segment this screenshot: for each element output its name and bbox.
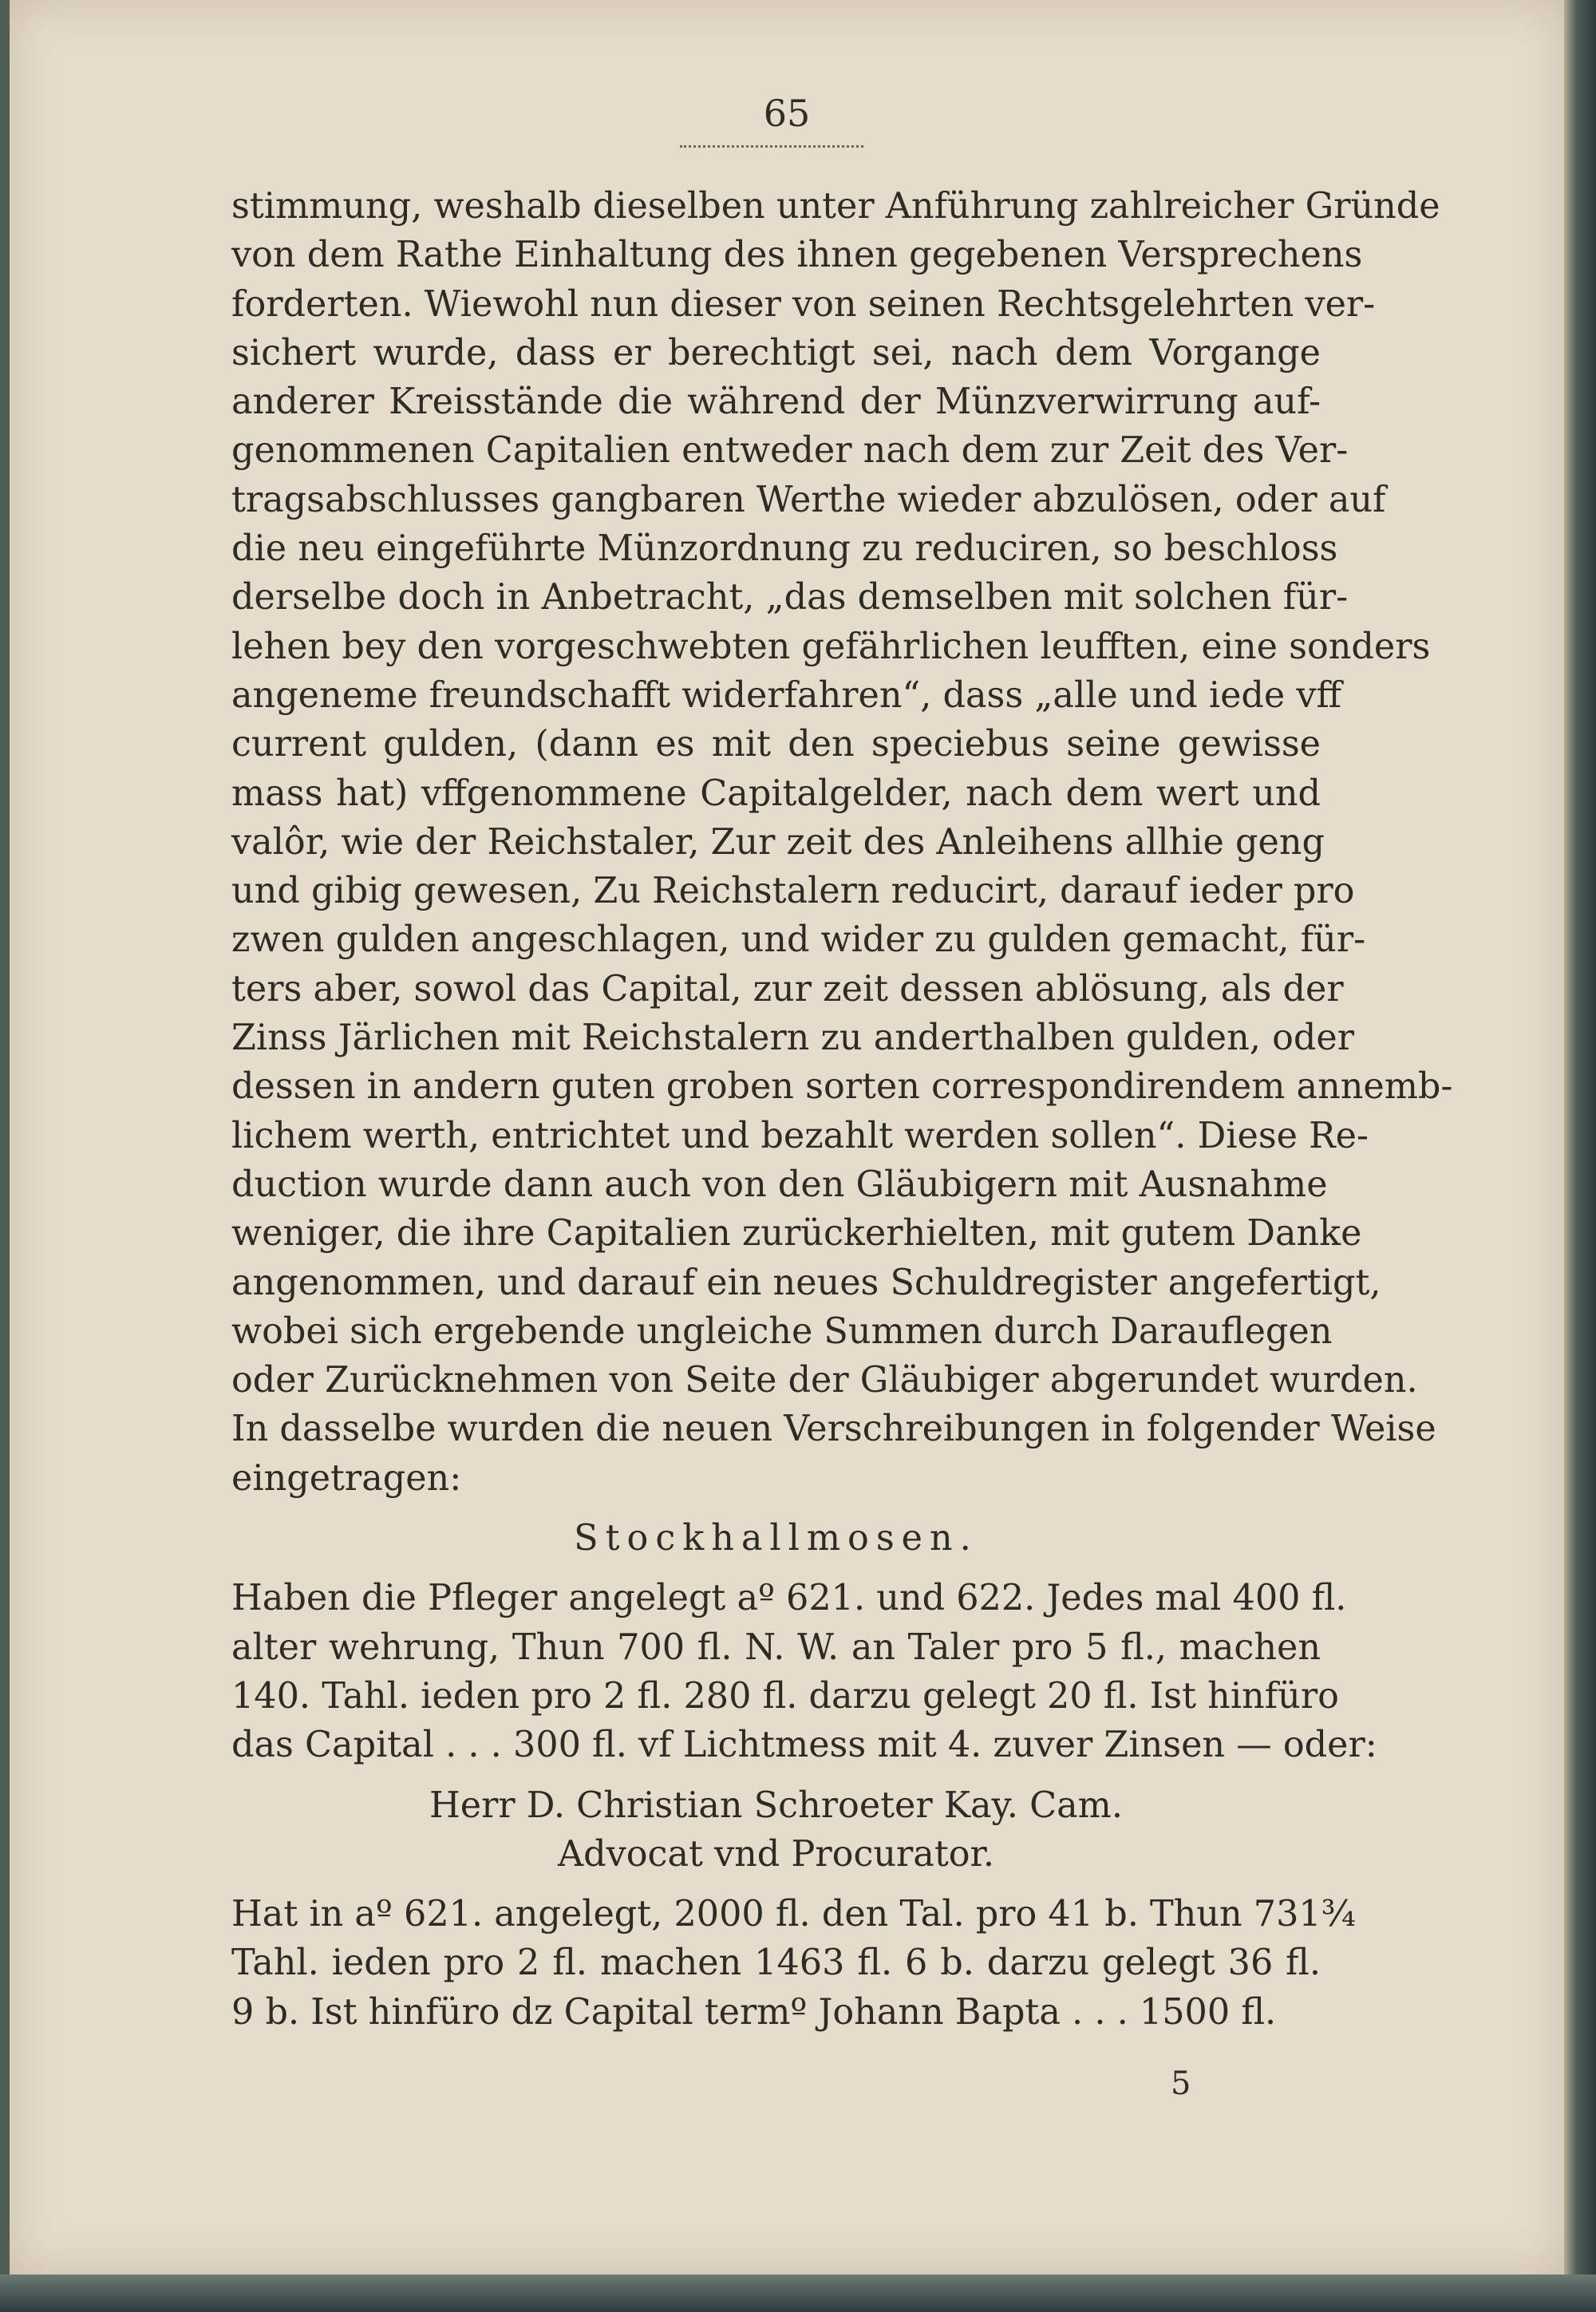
text-line: Tahl. ieden pro 2 fl. machen 1463 fl. 6 b. darzu gelegt 36 fl. xyxy=(231,1942,1321,1984)
text-line: das Capital . . . 300 fl. vf Lichtmess mit 4. zuver Zinsen — oder: xyxy=(231,1725,1377,1766)
text-line: Zinss Järlichen mit Reichstalern zu anderthalben gulden, oder xyxy=(231,1018,1354,1059)
book-bottom-edge xyxy=(0,2274,1596,2312)
text-line: wobei sich ergebende ungleiche Summen durch Darauflegen xyxy=(231,1310,1333,1352)
signature-mark: 5 xyxy=(1171,2065,1191,2102)
text-line: forderten. Wiewohl nun dieser von seinen Rechtsgelehrten ver- xyxy=(231,283,1376,325)
text-line: mass hat) vffgenommene Capitalgelder, nach dem wert und xyxy=(231,773,1321,814)
book-right-edge xyxy=(1564,0,1596,2312)
text-line: current gulden, (dann es mit den speciebus seine gewisse xyxy=(231,724,1321,765)
text-line: Hat in aº 621. angelegt, 2000 fl. den Tal. pro 41 b. Thun 731¾ xyxy=(231,1894,1356,1935)
book-page xyxy=(10,0,1564,2274)
text-line: zwen gulden angeschlagen, und wider zu gulden gemacht, für- xyxy=(231,919,1366,961)
text-line: sichert wurde, dass er berechtigt sei, nach dem Vorgange xyxy=(231,332,1321,373)
text-line: eingetragen: xyxy=(231,1457,462,1499)
text-line: dessen in andern guten groben sorten correspondirendem annemb- xyxy=(231,1066,1453,1108)
text-line: von dem Rathe Einhaltung des ihnen gegebenen Versprechens xyxy=(231,235,1363,276)
text-line: Haben die Pfleger angelegt aº 621. und 622. Jedes mal 400 fl. xyxy=(231,1578,1347,1619)
page-body xyxy=(231,182,1453,2037)
heading-schroeter: Herr D. Christian Schroeter Kay. Cam. xyxy=(429,1784,1124,1826)
text-line: angeneme freundschafft widerfahren“, dass „alle und iede vff xyxy=(231,674,1342,716)
heading-stockhallmosen: Stockhallmosen. xyxy=(574,1518,978,1559)
text-line: und gibig gewesen, Zu Reichstalern reducirt, darauf ieder pro xyxy=(231,871,1355,912)
text-line: In dasselbe wurden die neuen Verschreibungen in folgender Weise xyxy=(231,1409,1436,1450)
text-line: genommenen Capitalien entweder nach dem zur Zeit des Ver- xyxy=(231,430,1349,472)
text-line: die neu eingeführte Münzordnung zu reduciren, so beschloss xyxy=(231,528,1338,570)
paragraph-3 xyxy=(231,1890,1356,2037)
text-line: 140. Tahl. ieden pro 2 fl. 280 fl. darzu gelegt 20 fl. Ist hinfüro xyxy=(231,1675,1339,1717)
text-line: tragsabschlusses gangbaren Werthe wieder abzulösen, oder auf xyxy=(231,479,1386,520)
text-line: valôr, wie der Reichstaler, Zur zeit des Anleihens allhie geng xyxy=(231,821,1325,863)
page-number-ornament xyxy=(680,137,863,148)
text-line: weniger, die ihre Capitalien zurückerhielten, mit gutem Danke xyxy=(231,1213,1362,1255)
text-line: 9 b. Ist hinfüro dz Capital termº Johann Bapta . . . 1500 fl. xyxy=(231,1991,1277,2033)
paragraph-2 xyxy=(231,1574,1377,1769)
paragraph-1 xyxy=(231,182,1453,1503)
text-line: duction wurde dann auch von den Gläubigern mit Ausnahme xyxy=(231,1164,1328,1205)
text-line: lichem werth, entrichtet und bezahlt werden sollen“. Diese Re- xyxy=(231,1115,1369,1156)
page-number: 65 xyxy=(763,92,811,135)
text-line: anderer Kreisstände die während der Münzverwirrung auf- xyxy=(231,381,1321,423)
heading-advocat: Advocat vnd Procurator. xyxy=(557,1833,995,1875)
text-line: oder Zurücknehmen von Seite der Gläubiger abgerundet wurden. xyxy=(231,1360,1418,1401)
text-line: angenommen, und darauf ein neues Schuldregister angefertigt, xyxy=(231,1262,1381,1303)
text-line: stimmung, weshalb dieselben unter Anführung zahlreicher Gründe xyxy=(231,186,1440,227)
text-line: derselbe doch in Anbetracht, „das demselben mit solchen für- xyxy=(231,577,1349,619)
text-line: alter wehrung, Thun 700 fl. N. W. an Taler pro 5 fl., machen xyxy=(231,1626,1321,1668)
text-line: ters aber, sowol das Capital, zur zeit dessen ablösung, als der xyxy=(231,968,1344,1010)
text-line: lehen bey den vorgeschwebten gefährlichen leufften, eine sonders xyxy=(231,626,1431,667)
